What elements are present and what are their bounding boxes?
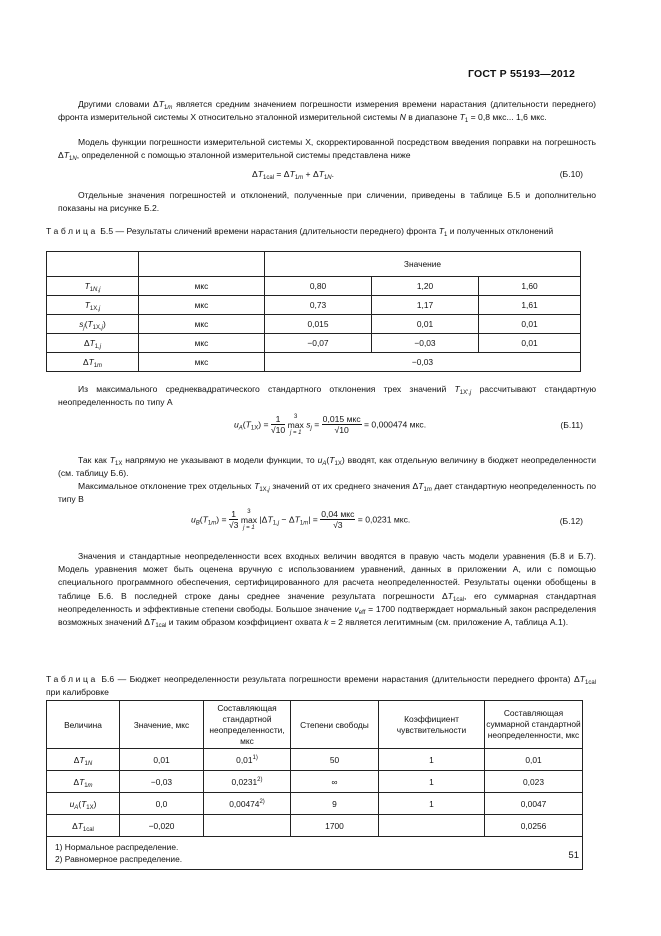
table-b6-caption: Таблица Б.6 — Бюджет неопределенности результата погрешности времени нарастания (длительности переднего фронта) $\Delta T_{1cal}$ при калибровке: [46, 674, 596, 698]
table-b6: Величина Значение, мкс Составляющая стандартной неопределенности, мкс Степени свободы Коэффициент чувствительности Составляющая суммарной стандартной неопределенности, мкс $\Delta T_{1N}$ 0,01 0,01$^{1)}$ 50 1 0,01 $\Delta T_{1m}$ −0,03 0,0231$^{2)}$ ∞ 1 0,023 $u_A(T_{1X})$ 0,0 0,00474$^{2)}$ 9 1 0,0047 $\Delta T_{1cal}$ −0,020 1700 0,0256 1) Нормальное распределение. 2) Равномерное распределение.: [46, 700, 583, 870]
table-row: $\Delta T_{1m}$ −0,03 0,0231$^{2)}$ ∞ 1 0,023: [47, 771, 583, 793]
paragraph-1: Другими словами $\Delta T_{1m}$ является средним значением погрешности измерения времени нарастания (длительности переднего) фронта измерительной системы X относительно эталонной измерительной системы N в диапазоне $T_1 = 0,8$ мкс... 1,6 мкс.: [58, 99, 597, 125]
paragraph-7: Значения и стандартные неопределенности всех входных величин вводятся в правую часть модели уравнения (Б.8 и Б.7). Модель уравнения может быть оценена вручную с использованием уравнений, данных в приложении А, или с помощью специального программного обеспечения, сертифицированного для расчета неопределенностей. Результаты оценки обобщены в таблице Б.6. В последней строке даны среднее значение результата погрешности $\Delta T_{1cal}$, его суммарная стандартная неопределенность и эффективные степени свободы. Большое значение $v_{eff} = 1700$ подтверждает нормальный закон распределения возможных значений $\Delta T_{1cal}$ и таким образом коэффициент охвата k = 2 является легитимным (см. приложение А, таблица А.1).: [58, 551, 596, 630]
paragraph-3: Отдельные значения погрешностей и отклонений, полученные при сличении, приведены в таблице Б.5 и дополнительно показаны на рисунке Б.2.: [58, 190, 596, 214]
table-b5: [46, 251, 581, 372]
paragraph-5: Так как $T_{1X}$ напрямую не указывают в модели функции, то $u_A(T_{1X})$ вводят, как отдельную величину в бюджет неопределенности (см. таблицу Б.6).: [58, 455, 597, 479]
page-number: 51: [568, 850, 579, 861]
table-row: $u_A(T_{1X})$ 0,0 0,00474$^{2)}$ 9 1 0,0047: [47, 793, 583, 815]
value-header: Значение: [265, 252, 581, 277]
document-header: ГОСТ Р 55193—2012: [467, 68, 575, 80]
equation-b10: $\Delta T_{1cal} = \Delta T_{1m} + \Delta T_{1N}$.: [252, 169, 335, 181]
table-row: $\Delta T_{1m}$ мкс −0,03: [47, 353, 581, 372]
paragraph-4: Из максимального среднеквадратического стандартного отклонения трех значений $T_{1X',j}$ рассчитывают стандартную неопределенность по типу А: [58, 384, 597, 408]
equation-number: (Б.12): [559, 516, 583, 526]
equation-b11: $u_A(T_{1X})$ = $\frac{1}{√10}$ 3 max j = 1 $s_j$ = $\frac{\text{0,015 мкс}}{√10}$ = 0,000474 мкс.: [234, 414, 427, 436]
equation-b12: $u_B(T_{1m})$ = $\frac{1}{√3}$ 3 max j = 1 $|\Delta T_{1,j} - \Delta T_{1m}|$ = $\frac{\text{0,04 мкс}}{√3}$ = 0,0231 мкс.: [191, 509, 411, 531]
note-2: 2) Равномерное распределение.: [55, 854, 183, 864]
paragraph-2: Модель функции погрешности измерительной системы X, скорректированной посредством введения поправки на погрешность $\Delta T_{1N}$, определенной с помощью эталонной измерительной системы представлена ниже: [58, 137, 596, 163]
equation-number: (Б.11): [560, 420, 583, 430]
equation-number: (Б.10): [559, 169, 583, 179]
note-1: 1) Нормальное распределение.: [55, 842, 179, 852]
table-notes: [47, 837, 583, 870]
table-row: $T_{1N,j}$ мкс 0,80 1,20 1,60: [47, 277, 581, 296]
table-row: $s_j(T_{1X,j})$ мкс 0,015 0,01 0,01: [47, 315, 581, 334]
table-row: $\Delta T_{1cal}$ −0,020 1700 0,0256: [47, 815, 583, 837]
table-row: $\Delta T_{1N}$ 0,01 0,01$^{1)}$ 50 1 0,01: [47, 749, 583, 771]
table-row: $T_{1X,j}$ мкс 0,73 1,17 1,61: [47, 296, 581, 315]
table-b5-caption: Таблица Б.5 — Результаты сличений времени нарастания (длительности переднего) фронта $T_1$ и полученных отклонений: [46, 226, 554, 238]
paragraph-6: Максимальное отклонение трех отдельных $T_{1X,j}$ значений от их среднего значения $\Delta T_{1m}$ дает стандартную неопределенность по типу В: [58, 481, 597, 505]
table-row: $\Delta T_{1,j}$ мкс −0,07 −0,03 0,01: [47, 334, 581, 353]
